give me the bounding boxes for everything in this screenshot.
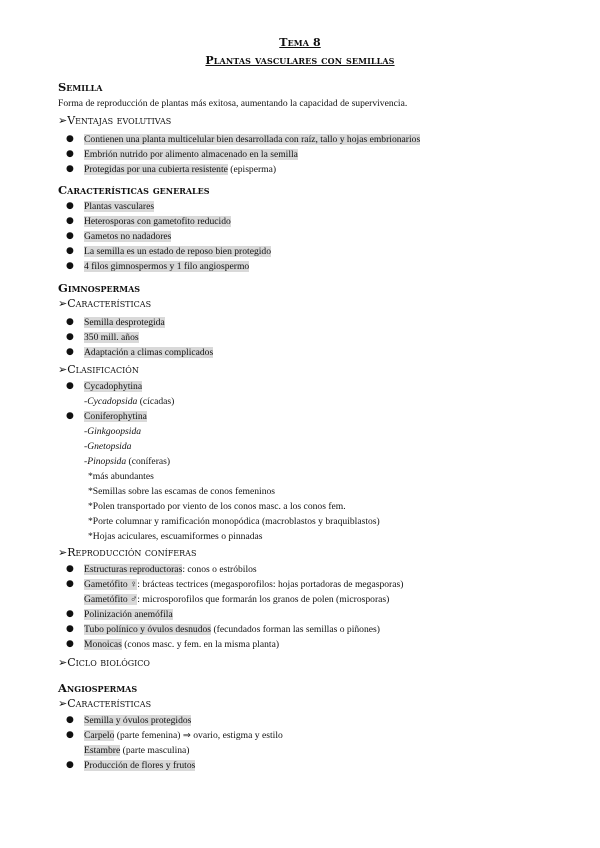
bullet-icon: ●	[66, 347, 74, 357]
bullet-icon: ●	[66, 381, 74, 391]
list-item: Semilla desprotegida	[84, 317, 165, 328]
list-item: -Gnetopsida	[84, 441, 132, 452]
list-item: Plantas vasculares	[84, 201, 155, 212]
subheading-caracteristicas-angio: ➢Características	[58, 697, 152, 710]
subheading-ciclo-biologico: ➢Ciclo biológico	[58, 656, 150, 669]
list-item: -Ginkgoopsida	[84, 426, 142, 437]
list-item: Monoicas (conos masc. y fem. en la misma planta)	[84, 639, 280, 650]
list-item: Heterosporas con gametofito reducido	[84, 216, 231, 227]
list-item: 4 filos gimnospermos y 1 filo angiospermo	[84, 261, 250, 272]
list-item: Tubo polínico y óvulos desnudos (fecundados forman las semillas o piñones)	[84, 624, 380, 635]
bullet-icon: ●	[66, 261, 74, 271]
list-item: Gametófito ♀: brácteas tectrices (megasporofilos: hojas portadoras de megasporas)	[84, 579, 404, 590]
list-item: Semilla y óvulos protegidos	[84, 715, 192, 726]
bullet-icon: ●	[66, 231, 74, 241]
list-item: Gametófito ♂: microsporofilos que formarán los granos de polen (microsporas)	[84, 594, 390, 605]
list-item: Carpelo (parte femenina) ⇒ ovario, estigma y estilo	[84, 730, 283, 741]
bullet-icon: ●	[66, 624, 74, 634]
subheading-caracteristicas: ➢Características	[58, 297, 152, 310]
subheading-clasificacion: ➢Clasificación	[58, 363, 139, 376]
list-item: Embrión nutrido por alimento almacenado en la semilla	[84, 149, 298, 160]
document-title: Tema 8	[279, 36, 321, 49]
document-subtitle: Plantas vasculares con semillas	[205, 54, 395, 67]
list-item: -Cycadopsida (cícadas)	[84, 396, 175, 407]
list-item: Contienen una planta multicelular bien desarrollada con raíz, tallo y hojas embrionarios	[84, 134, 421, 145]
bullet-icon: ●	[66, 201, 74, 211]
heading-caracteristicas-generales: Características generales	[58, 183, 210, 197]
list-item: -Pinopsida (coníferas)	[84, 456, 171, 467]
bullet-icon: ●	[66, 134, 74, 144]
list-item: La semilla es un estado de reposo bien protegido	[84, 246, 272, 257]
subheading-ventajas: ➢Ventajas evolutivas	[58, 114, 172, 127]
list-item: Polinización anemófila	[84, 609, 173, 620]
bullet-icon: ●	[66, 639, 74, 649]
list-item: Estambre (parte masculina)	[84, 745, 190, 756]
bullet-icon: ●	[66, 609, 74, 619]
bullet-icon: ●	[66, 730, 74, 740]
bullet-icon: ●	[66, 317, 74, 327]
list-item: Gametos no nadadores	[84, 231, 172, 242]
list-item: Producción de flores y frutos	[84, 760, 196, 771]
note-line: *Semillas sobre las escamas de conos femeninos	[88, 486, 276, 497]
bullet-icon: ●	[66, 715, 74, 725]
bullet-icon: ●	[66, 149, 74, 159]
list-item: Coniferophytina	[84, 411, 147, 422]
bullet-icon: ●	[66, 216, 74, 226]
note-line: *Polen transportado por viento de los conos masc. a los conos fem.	[88, 501, 346, 512]
semilla-description: Forma de reproducción de plantas más exitosa, aumentando la capacidad de supervivencia.	[58, 98, 408, 109]
note-line: *Hojas aciculares, escuamiformes o pinnadas	[88, 531, 263, 542]
list-item: 350 mill. años	[84, 332, 139, 343]
subheading-reproduccion: ➢Reproducción coníferas	[58, 546, 197, 559]
heading-semilla: Semilla	[58, 80, 103, 94]
bullet-icon: ●	[66, 579, 74, 589]
heading-angiospermas: Angiospermas	[58, 681, 138, 695]
list-item: Protegidas por una cubierta resistente (episperma)	[84, 164, 277, 175]
bullet-icon: ●	[66, 411, 74, 421]
list-item: Estructuras reproductoras: conos o estróbilos	[84, 564, 257, 575]
list-item: Adaptación a climas complicados	[84, 347, 214, 358]
bullet-icon: ●	[66, 332, 74, 342]
note-line: *más abundantes	[88, 471, 154, 482]
note-line: *Porte columnar y ramificación monopódica (macroblastos y braquiblastos)	[88, 516, 380, 527]
bullet-icon: ●	[66, 246, 74, 256]
bullet-icon: ●	[66, 164, 74, 174]
bullet-icon: ●	[66, 564, 74, 574]
list-item: Cycadophytina	[84, 381, 143, 392]
bullet-icon: ●	[66, 760, 74, 770]
heading-gimnospermas: Gimnospermas	[58, 281, 141, 295]
